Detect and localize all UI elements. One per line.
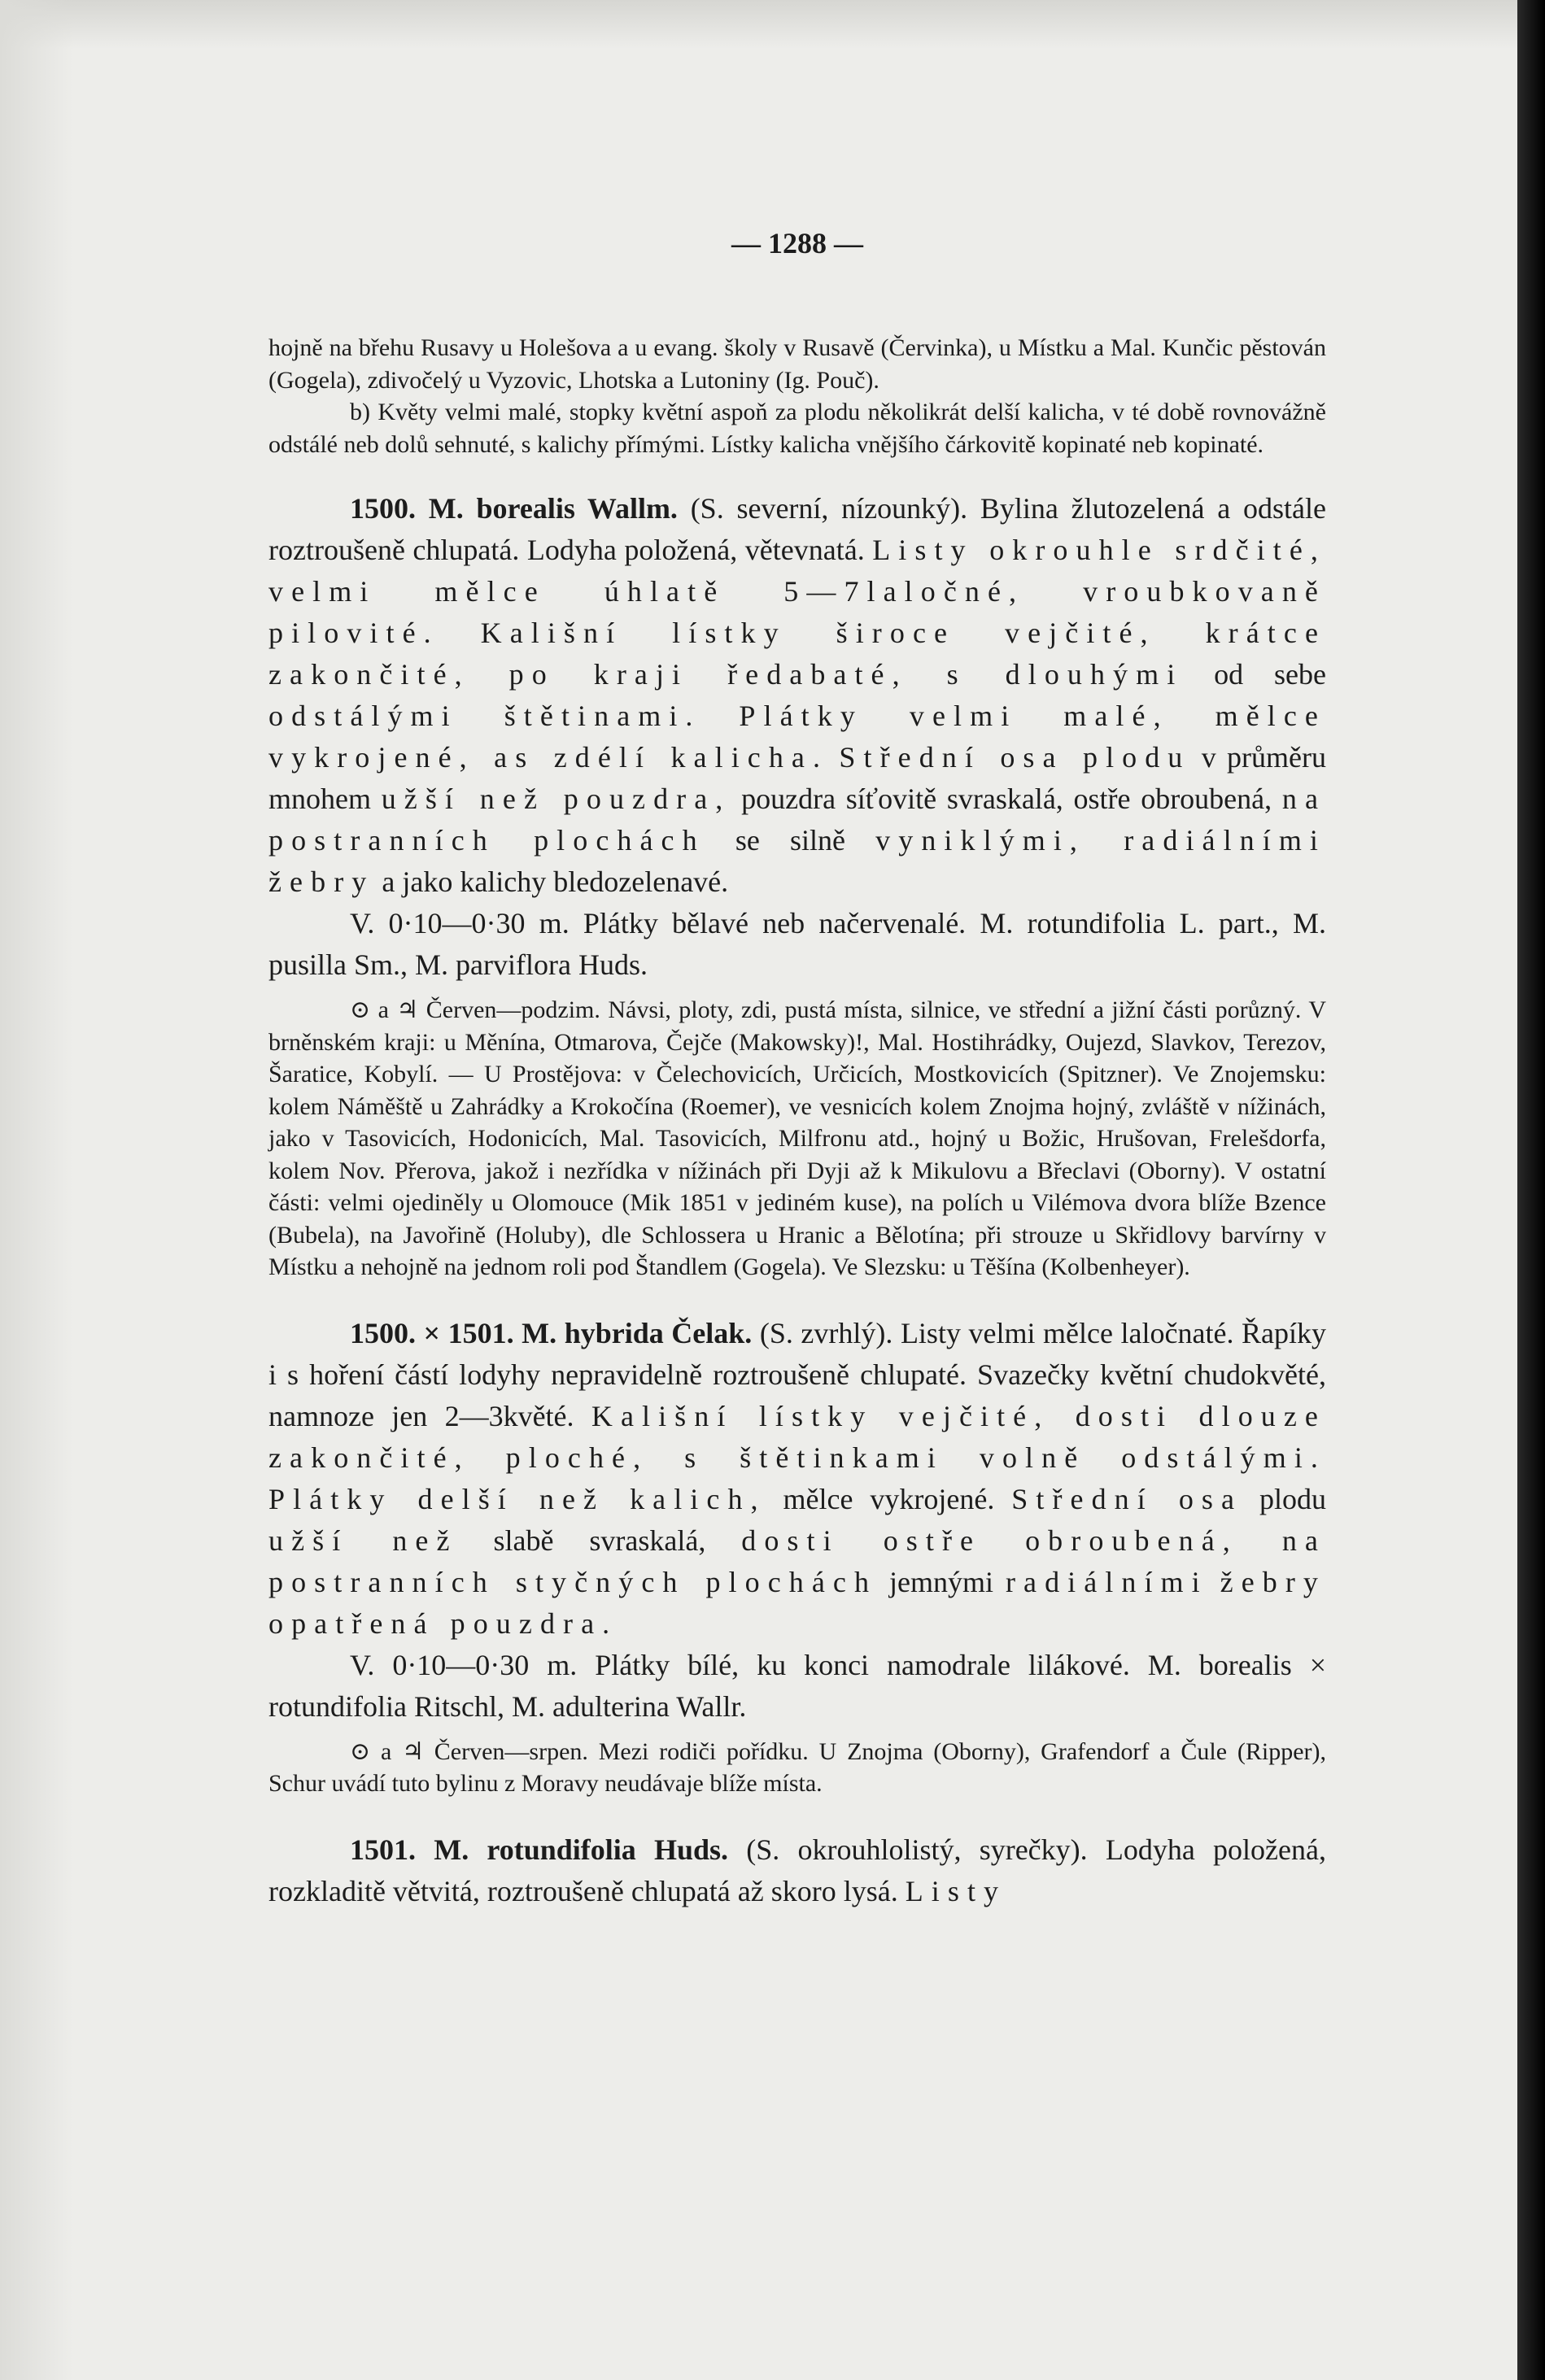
scan-shadow-top xyxy=(0,0,1517,49)
species-1501-heading: 1501. M. rotundifolia Huds. xyxy=(350,1833,729,1866)
book-page xyxy=(268,226,1326,1912)
species-1501-description: 1501. M. rotundifolia Huds. (S. okrouhlolistý, syrečky). Lodyha položená, rozkladitě větvitá, roztroušeně chlupatá až skoro lysá. Listy xyxy=(268,1833,1326,1907)
hybrid-measurements: V. 0·10—0·30 m. Plátky bílé, ku konci namodrale lilákové. M. borealis × rotundifolia Ritschl, M. adulterina Wallr. xyxy=(268,1648,1326,1723)
scan-dark-edge xyxy=(1517,0,1545,2380)
hybrid-distribution: ⊙ a ♃ Červen—srpen. Mezi rodiči pořídku. U Znojma (Oborny), Grafendorf a Čule (Ripper), Schur uvádí tuto bylinu z Moravy neudávaje blíže místa. xyxy=(268,1737,1326,1797)
hybrid-description: 1500. × 1501. M. hybrida Čelak. (S. zvrhlý). Listy velmi mělce laločnaté. Řapíky i s hoření částí lodyhy nepravidelně roztroušeně chlupaté. Svazečky květní chudokvěté, namnoze jen 2—3květé. Kališní lístky vejčité, dosti dlouze zakončité, ploché, s štětinkami volně odstálými. Plátky delší než kalich, mělce vykrojené. Střední osa plodu užší než slabě svraskalá, dosti ostře obroubená, na postranních styčných plochách jemnými radiálními žebry opatřená pouzdra. xyxy=(268,1316,1326,1640)
page-number: — 1288 — xyxy=(731,227,863,259)
species-1500-distribution: ⊙ a ♃ Červen—podzim. Návsi, ploty, zdi, pustá místa, silnice, ve střední a jižní části porůzný. V brněnském kraji: u Měnína, Otmarova, Čejče (Makowsky)!, Mal. Hostihrádky, Oujezd, Slavkov, Terezov, Šaratice, Kobylí. — U Prostějova: v Čelechovicích, Určicích, Mostkovicích (Spitzner). Ve Znojemsku: kolem Náměště u Zahrádky a Krokočína (Roemer), ve vesnicích kolem Znojma hojný, zvláště v nížinách, jako v Tasovicích, Hodonicích, Mal. Tasovicích, Milfronu atd., hojný u Božic, Hrušovan, Frelešdorfa, kolem Nov. Přerova, jakož i nezřídka v nížinách při Dyji až k Mikulovu a Břeclavi (Oborny). V ostatní části: velmi ojediněly u Olomouce (Mik 1851 v jediném kuse), na polích u Vilémova dvora blíže Bzence (Bubela), na Javořině (Holuby), dle Schlossera u Hranic a Bělotína; při strouze u Skřidlovy barvírny v Místku a nehojně na jednom roli pod Štandlem (Gogela). Ve Slezsku: u Těšína (Kolbenheyer). xyxy=(268,996,1326,1280)
scan-shadow-left xyxy=(0,0,73,2380)
hybrid-heading: 1500. × 1501. M. hybrida Čelak. xyxy=(350,1316,753,1349)
species-1500-measurements: V. 0·10—0·30 m. Plátky bělavé neb načervenalé. M. rotundifolia L. part., M. pusilla Sm., M. parviflora Huds. xyxy=(268,907,1326,981)
locality-continuation: hojně na břehu Rusavy u Holešova a u evang. školy v Rusavě (Červinka), u Místku a Mal. Kunčic pěstován (Gogela), zdivočelý u Vyzovic, Lhotska a Lutoniny (Ig. Pouč). xyxy=(268,334,1326,394)
group-b-description: b) Květy velmi malé, stopky květní aspoň za plodu několikrát delší kalicha, v té době rovnovážně odstálé neb dolů sehnuté, s kalichy přímými. Lístky kalicha vnějšího čárkovitě kopinaté neb kopinaté. xyxy=(268,399,1326,458)
species-1500-heading: 1500. M. borealis Wallm. xyxy=(350,492,678,525)
species-1500-description: 1500. M. borealis Wallm. (S. severní, nízounký). Bylina žlutozelená a odstále roztroušeně chlupatá. Lodyha položená, větevnatá. Listy okrouhle srdčité, velmi mělce úhlatě 5—7laločné, vroubkovaně pilovité. Kališní lístky široce vejčité, krátce zakončité, po kraji ředabaté, s dlouhými od sebe odstálými štětinami. Plátky velmi malé, mělce vykrojené, as zdélí kalicha. Střední osa plodu v průměru mnohem užší než pouzdra, pouzdra síťovitě svraskalá, ostře obroubená, na postranních plochách se silně vyniklými, radiálními žebry a jako kalichy bledozelenavé. xyxy=(268,492,1327,898)
